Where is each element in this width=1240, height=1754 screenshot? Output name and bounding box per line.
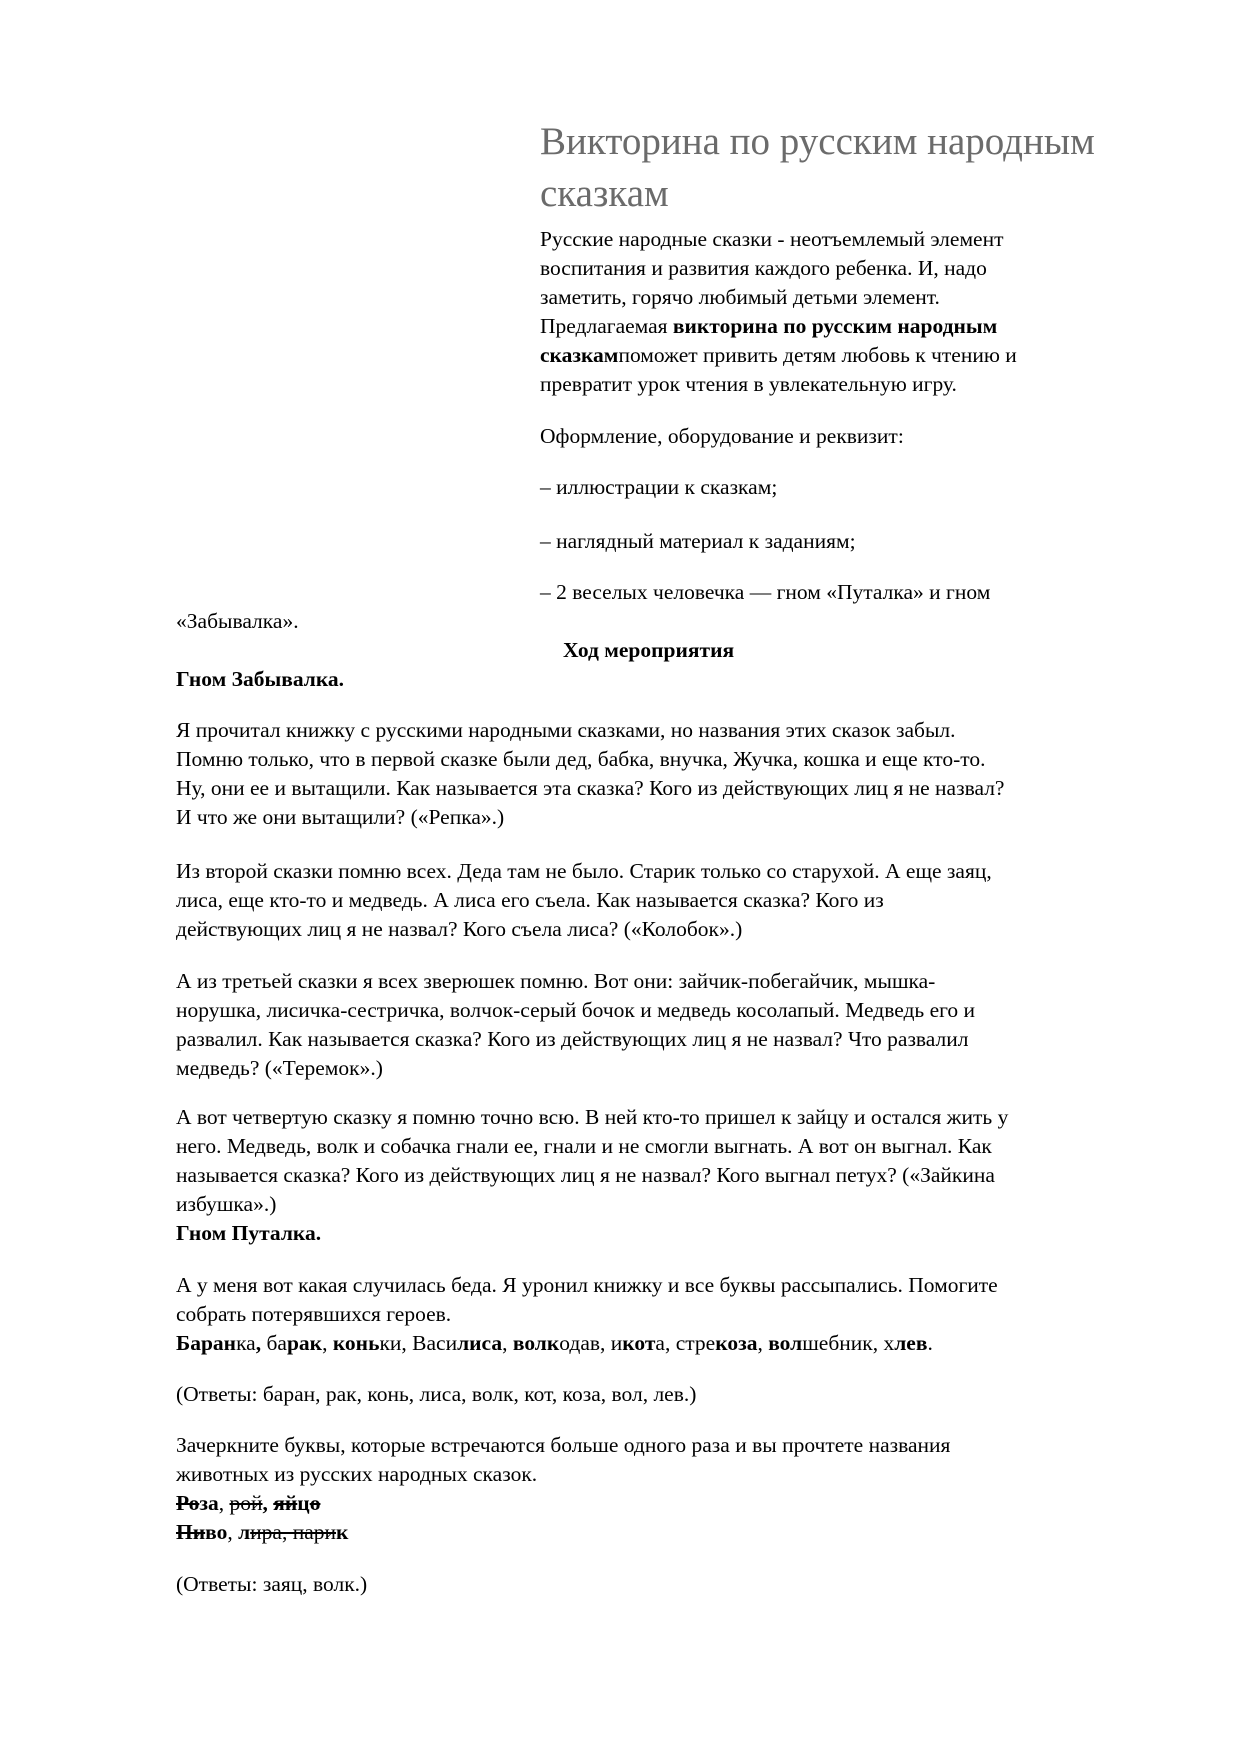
- speaker-heading: [176, 1219, 321, 1248]
- text-run: заметить, горячо любимый детьми элемент.: [540, 285, 940, 309]
- text-line: [176, 886, 992, 915]
- text-run: действующих лиц я не назвал? Кого съела лиса? («Колобок».): [176, 917, 743, 941]
- text-line: [176, 1380, 696, 1409]
- text-run: воспитания и развития каждого ребенка. И, надо: [540, 256, 987, 280]
- struck-text: й: [284, 1491, 298, 1515]
- bold-text: во: [205, 1520, 228, 1544]
- text-line: [176, 1300, 998, 1329]
- title-line: сказкам: [540, 172, 669, 215]
- text-run: А у меня вот какая случилась беда. Я уронил книжку и все буквы рассыпались. Помогите: [176, 1273, 998, 1297]
- text-line: [540, 283, 1017, 312]
- equipment-item: [540, 578, 990, 607]
- bold-text: рак: [286, 1331, 323, 1355]
- equipment-item: [540, 527, 856, 556]
- text-line: [176, 967, 975, 996]
- riddle-paragraph: [176, 967, 975, 1083]
- text-run: собрать потерявшихся героев.: [176, 1302, 452, 1326]
- text-run: развалил. Как называется сказка? Кого из действующих лиц я не назвал? Что развалил: [176, 1027, 969, 1051]
- text-run: шебник, х: [802, 1331, 895, 1355]
- intro-paragraph: [540, 225, 1017, 399]
- text-line: [176, 915, 992, 944]
- equipment-item-continued: [176, 607, 299, 636]
- text-run: а, стре: [655, 1331, 716, 1355]
- struck-text: о: [309, 1491, 321, 1515]
- bold-text: коза: [715, 1331, 758, 1355]
- text-run: называется сказка? Кого из действующих лиц я не назвал? Кого выгнал петух? («Зайкина: [176, 1163, 995, 1187]
- text-run: А вот четвертую сказку я помню точно всю. В ней кто-то пришел к зайцу и остался жить у: [176, 1105, 1009, 1129]
- riddle-paragraph: [176, 857, 992, 944]
- struck-text: ира, пари: [250, 1520, 337, 1544]
- bold-text: Ход мероприятия: [563, 638, 735, 662]
- text-run: .: [927, 1331, 933, 1355]
- bold-text: конь: [332, 1331, 380, 1355]
- struck-text: Пи: [176, 1520, 206, 1544]
- text-run: одав, и: [559, 1331, 623, 1355]
- text-line: [540, 473, 777, 502]
- text-line: [540, 254, 1017, 283]
- text-line: [540, 578, 990, 607]
- text-line: [176, 1489, 950, 1518]
- bold-text: сказкам: [540, 343, 619, 367]
- text-run: Предлагаемая: [540, 314, 673, 338]
- text-line: [176, 857, 992, 886]
- equipment-heading: [540, 422, 904, 451]
- struck-text: я: [273, 1491, 285, 1515]
- bold-text: за: [199, 1491, 219, 1515]
- text-run: животных из русских народных сказок.: [176, 1462, 538, 1486]
- text-run: норушка, лисичка-сестричка, волчок-серый бочок и медведь косолапый. Медведь его и: [176, 998, 976, 1022]
- bold-text: вол: [768, 1331, 803, 1355]
- text-run: ,: [218, 1491, 230, 1515]
- text-run: медведь? («Теремок».): [176, 1056, 383, 1080]
- bold-text: л: [238, 1520, 251, 1544]
- text-line: [176, 1460, 950, 1489]
- text-run: А из третьей сказки я всех зверюшек помню. Вот они: зайчик-побегайчик, мышка-: [176, 969, 936, 993]
- struck-text: Ро: [176, 1491, 200, 1515]
- bold-text: Гном Путалка.: [176, 1221, 322, 1245]
- text-line: [176, 716, 1004, 745]
- text-run: ,: [757, 1331, 769, 1355]
- riddle-paragraph: [176, 716, 1004, 832]
- text-line: [540, 422, 904, 451]
- bold-text: ,: [262, 1491, 274, 1515]
- bold-text: кот: [622, 1331, 656, 1355]
- text-line: [176, 1271, 998, 1300]
- text-line: [176, 803, 1004, 832]
- text-line: [176, 996, 975, 1025]
- text-run: ,: [227, 1520, 239, 1544]
- text-run: ки, Васи: [379, 1331, 458, 1355]
- text-line: [176, 1219, 321, 1248]
- text-line: [540, 370, 1017, 399]
- document-title: [540, 116, 1095, 220]
- text-line: [540, 225, 1017, 254]
- text-run: Оформление, оборудование и реквизит:: [540, 424, 904, 448]
- bold-text: к: [336, 1520, 349, 1544]
- answers: [176, 1570, 367, 1599]
- text-run: превратит урок чтения в увлекательную игру.: [540, 372, 957, 396]
- text-run: ка: [236, 1331, 256, 1355]
- text-line: [540, 527, 856, 556]
- text-line: [176, 1190, 1008, 1219]
- bold-text: ,: [255, 1331, 267, 1355]
- bold-text: волк: [512, 1331, 560, 1355]
- text-line: [176, 1132, 1008, 1161]
- text-run: – наглядный материал к заданиям;: [540, 529, 856, 553]
- bold-text: викторина по русским народным: [672, 314, 998, 338]
- text-run: поможет привить детям любовь к чтению и: [618, 343, 1017, 367]
- text-line: [176, 1161, 1008, 1190]
- text-run: Русские народные сказки - неотъемлемый элемент: [540, 227, 1004, 251]
- text-line: [176, 745, 1004, 774]
- text-run: И что же они вытащили? («Репка».): [176, 805, 505, 829]
- text-run: Зачеркните буквы, которые встречаются больше одного раза и вы прочтете названия: [176, 1433, 951, 1457]
- bold-text: лев: [894, 1331, 928, 1355]
- text-line: [176, 1054, 975, 1083]
- answers: [176, 1380, 696, 1409]
- text-run: избушка».): [176, 1192, 277, 1216]
- text-run: – 2 веселых человечка — гном «Путалка» и гном: [540, 580, 991, 604]
- text-run: Ну, они ее и вытащили. Как называется эта сказка? Кого из действующих лиц я не назвал?: [176, 776, 1005, 800]
- riddle-paragraph: [176, 1103, 1008, 1219]
- text-line: [176, 1103, 1008, 1132]
- text-line: [176, 607, 299, 636]
- text-run: него. Медведь, волк и собачка гнали ее, гнали и не смогли выгнать. А вот он выгнал. Как: [176, 1134, 992, 1158]
- bold-text: Гном Забывалка.: [176, 667, 345, 691]
- equipment-item: [540, 473, 777, 502]
- text-line: [176, 1025, 975, 1054]
- text-run: (Ответы: баран, рак, конь, лиса, волк, кот, коза, вол, лев.): [176, 1382, 697, 1406]
- text-line: [540, 341, 1017, 370]
- section-heading: [563, 636, 734, 665]
- text-run: ,: [502, 1331, 513, 1355]
- text-line: [176, 665, 344, 694]
- text-run: – иллюстрации к сказкам;: [540, 475, 778, 499]
- text-run: (Ответы: заяц, волк.): [176, 1572, 368, 1596]
- task-paragraph: [176, 1431, 950, 1547]
- task-paragraph: [176, 1271, 998, 1358]
- text-run: ба: [266, 1331, 287, 1355]
- speaker-heading: [176, 665, 344, 694]
- text-line: [176, 1431, 950, 1460]
- text-line: [176, 1570, 367, 1599]
- bold-text: лиса: [457, 1331, 503, 1355]
- text-run: Из второй сказки помню всех. Деда там не было. Старик только со старухой. А еще заяц,: [176, 859, 992, 883]
- text-run: ,: [322, 1331, 333, 1355]
- text-line: [176, 1518, 950, 1547]
- text-run: Я прочитал книжку с русскими народными сказками, но названия этих сказок забыл.: [176, 718, 956, 742]
- text-run: «Забывалка».: [176, 609, 299, 633]
- text-run: Помню только, что в первой сказке были дед, бабка, внучка, Жучка, кошка и еще кто-то.: [176, 747, 986, 771]
- text-line: [176, 1329, 998, 1358]
- text-line: [540, 312, 1017, 341]
- title-line: Викторина по русским народным: [540, 120, 1095, 163]
- text-line: [563, 636, 734, 665]
- text-run: лиса, еще кто-то и медведь. А лиса его съела. Как называется сказка? Кого из: [176, 888, 884, 912]
- text-line: [176, 774, 1004, 803]
- struck-text: рой: [229, 1491, 263, 1515]
- bold-text: ц: [297, 1491, 310, 1515]
- bold-text: Баран: [176, 1331, 237, 1355]
